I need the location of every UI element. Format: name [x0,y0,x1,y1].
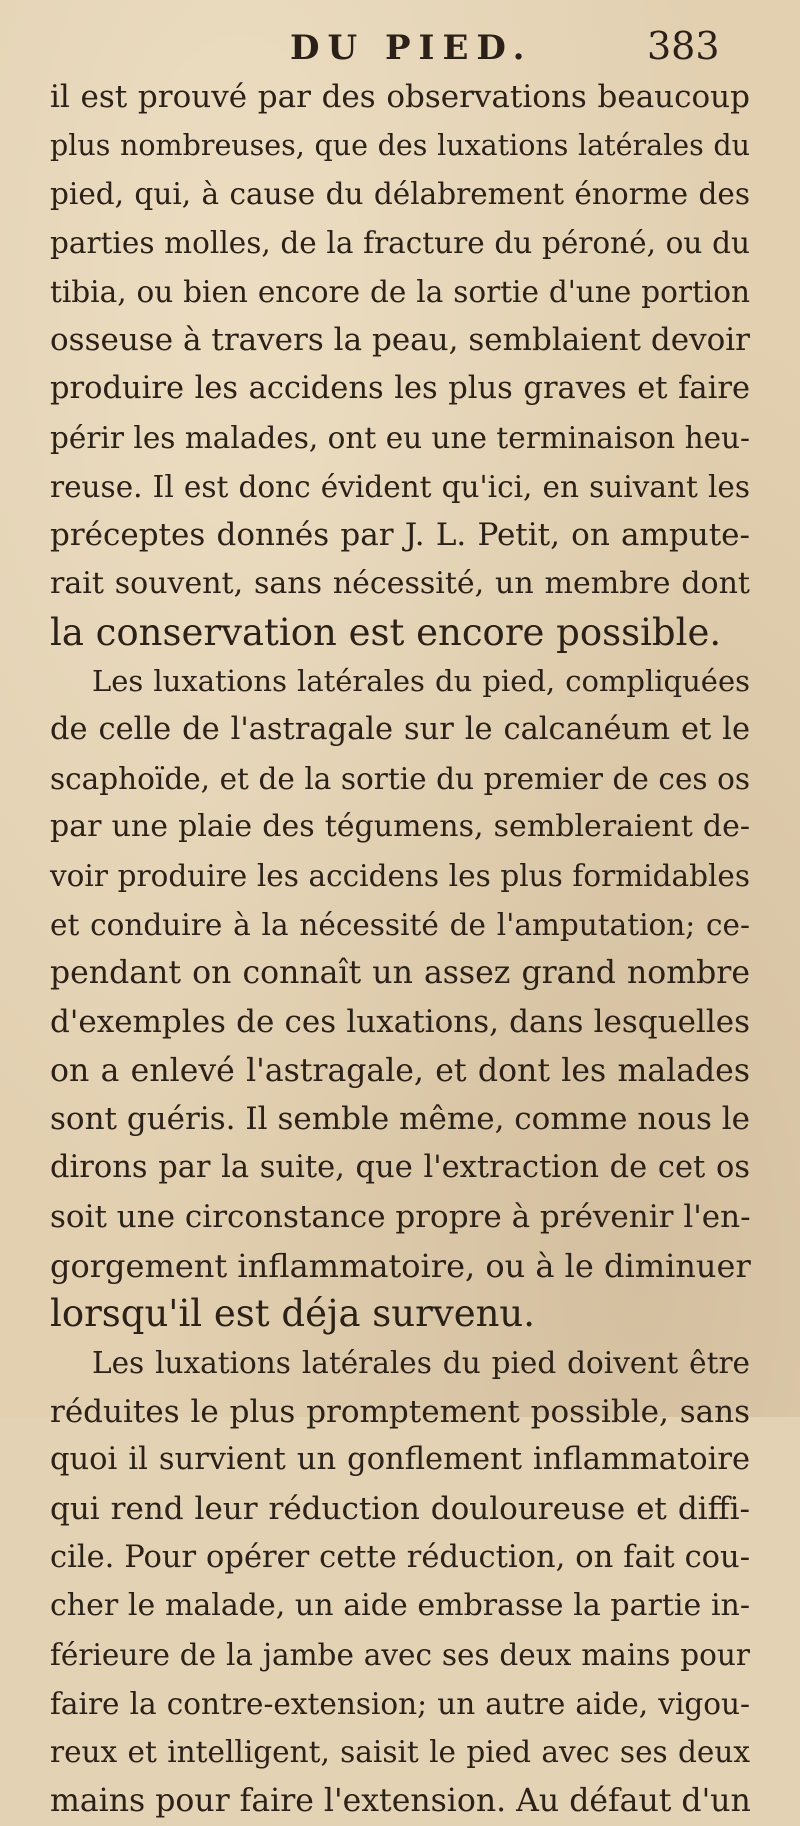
text-line: d'exemples de ces luxations, dans lesquelles [50,1004,750,1041]
running-head [0,12,800,72]
page-number: 383 [647,24,720,68]
text-line: qui rend leur réduction douloureuse et diffi- [50,1490,750,1527]
text-line: cher le malade, un aide embrasse la partie in- [50,1588,750,1624]
text-line: périr les malades, ont eu une terminaison heu- [50,420,750,455]
text-line: et conduire à la nécessité de l'amputation; ce- [50,907,750,942]
text-line: faire la contre-extension; un autre aide, vigou- [50,1686,750,1721]
text-line: dirons par la suite, que l'extraction de cet os [50,1150,750,1186]
text-line: gorgement inflammatoire, ou à le diminuer [50,1246,751,1285]
text-line: Les luxations latérales du pied doivent être [92,1345,750,1380]
text-line: préceptes donnés par J. L. Petit, on ampute- [50,517,750,554]
text-line: réduites le plus promptement possible, sans [50,1393,750,1430]
text-line: férieure de la jambe avec ses deux mains pour [50,1638,750,1672]
text-line: mains pour faire l'extension. Au défaut d'un [50,1783,751,1820]
text-line: voir produire les accidens les plus formidables [50,859,750,893]
text-line: Les luxations latérales du pied, compliquées [92,664,750,699]
text-line: parties molles, de la fracture du péroné, ou du [50,226,750,261]
text-line: la conservation est encore possible. [50,610,722,654]
text-line: tibia, ou bien encore de la sortie d'une portion [50,274,750,309]
text-line: lorsqu'il est déja survenu. [50,1292,536,1336]
text-line: scaphoïde, et de la sortie du premier de ces os [50,761,750,796]
text-line: on a enlevé l'astragale, et dont les malades [50,1052,750,1089]
text-line: plus nombreuses, que des luxations latérales du [50,128,750,162]
text-line: soit une circonstance propre à prévenir l'en- [50,1198,751,1235]
text-line: produire les accidens les plus graves et faire [50,371,750,407]
running-title: DU PIED. [290,28,533,68]
text-line: cile. Pour opérer cette réduction, on fait cou- [50,1539,750,1575]
text-line: quoi il survient un gonflement inflammatoire [50,1442,750,1478]
text-line: rait souvent, sans nécessité, un membre dont [50,565,750,601]
text-line: reux et intelligent, saisit le pied avec ses deux [50,1735,750,1770]
text-line: il est prouvé par des observations beaucoup [50,79,750,115]
text-line: reuse. Il est donc évident qu'ici, en suivant les [50,469,750,504]
text-line: pied, qui, à cause du délabrement énorme des [50,177,750,212]
text-line: sont guéris. Il semble même, comme nous le [50,1101,750,1138]
text-line: de celle de l'astragale sur le calcanéum et le [50,711,750,747]
text-line: osseuse à travers la peau, semblaient devoir [50,322,750,359]
body-text [50,73,750,1826]
text-line: par une plaie des tégumens, sembleraient de- [50,809,750,845]
text-line: pendant on connaît un assez grand nombre [50,955,750,992]
